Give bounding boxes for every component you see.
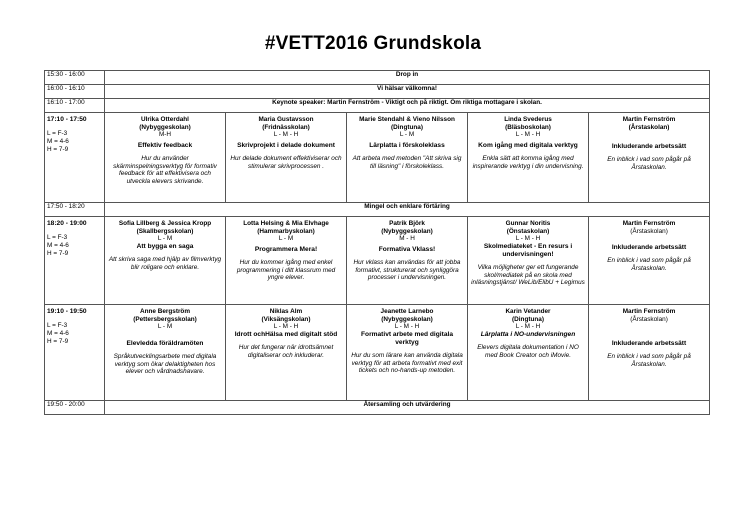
- session-topic: Idrott ochHälsa med digitalt stöd: [234, 331, 338, 339]
- session-slot: [105, 305, 226, 401]
- session-slot: [347, 113, 468, 203]
- level-tag: [592, 323, 706, 337]
- speaker-name: Martin Fernström: [622, 220, 676, 227]
- session-description: Hur vklass kan användas för att jobba formativt, strukturerat och synliggöra processer i undervisningen.: [353, 258, 461, 282]
- event-cell: Drop in: [105, 71, 710, 85]
- level-legend: [47, 322, 102, 346]
- session-description: En inblick i vad som pågår på Årstaskolan.: [607, 156, 691, 171]
- session-row: [45, 113, 710, 203]
- session-topic: Kom igång med digitala verktyg: [478, 142, 578, 150]
- schedule-row: [45, 203, 710, 217]
- school-name: (Årstaskolan): [630, 227, 668, 235]
- page-title: #VETT2016 Grundskola: [264, 33, 482, 54]
- session-description: En inblick i vad som pågår på Årstaskolan.: [607, 257, 691, 272]
- session-topic: Inkluderande arbetssätt: [611, 244, 687, 252]
- session-slot: [468, 305, 589, 401]
- session-time-cell: [45, 217, 105, 305]
- school-name: (Skallbergsskolan): [136, 227, 194, 235]
- session-description: En inblick i vad som pågår på Årstaskolan.: [607, 353, 691, 368]
- session-slot: [105, 217, 226, 305]
- legend-item: L = F-3: [47, 233, 68, 241]
- session-description: Hur du använder skärminspelningsverktyg för formativ feedback för att effektivisera och utveckla elevers skrivande.: [113, 154, 217, 186]
- school-name: (Hammarbyskolan): [257, 227, 315, 235]
- session-topic: Inkluderande arbetssätt: [611, 340, 687, 348]
- session-description: Språkutvecklingsarbete med digitala verktyg som ökar delaktigheten hos elever och vårdnadshavare.: [113, 352, 217, 376]
- legend-item: H = 7-9: [47, 145, 69, 153]
- session-topic: Skrivprojekt i delade dokument: [237, 142, 335, 150]
- speaker-name: Jeanette Larnebo: [380, 308, 434, 315]
- session-topic: Lärplatta i NO-undervisningen: [480, 331, 576, 339]
- speaker-name: Patrik Björk: [389, 220, 425, 227]
- session-topic: Formativt arbete med digitala verktyg: [361, 331, 453, 346]
- time-cell: 19:50 - 20:00: [45, 401, 105, 415]
- school-name: (Årstaskolan): [628, 123, 670, 131]
- event-cell: Återsamling och utvärdering: [105, 401, 710, 415]
- time-cell: 16:00 - 16:10: [45, 85, 105, 99]
- session-description: Att arbeta med metoden "Att skriva sig till läsning" i förskoleklass.: [352, 154, 462, 170]
- schedule-row: [45, 99, 710, 113]
- session-slot: [589, 305, 710, 401]
- session-topic: Att bygga en saga: [136, 243, 194, 251]
- level-tag: [592, 131, 706, 140]
- session-description: Hur du som lärare kan använda digitala verktyg för att arbeta formativt med exit tickets och no-hands-up metoden.: [351, 351, 463, 375]
- session-slot: [468, 113, 589, 203]
- speaker-name: Maria Gustavsson: [258, 116, 314, 123]
- session-slot: [105, 113, 226, 203]
- speaker-name: Lotta Helsing & Mia Elvhage: [243, 220, 329, 227]
- session-topic: Lärplatta i förskoleklass: [369, 142, 445, 150]
- session-description: Vilka möjligheter ger ett fungerande skol/mediatek på en skola med inläsningstjänst/ WeLib/ElibU + Legimus: [471, 263, 585, 287]
- session-slot: [226, 217, 347, 305]
- session-slot: [226, 113, 347, 203]
- legend-item: H = 7-9: [47, 249, 69, 257]
- schedule-row: [45, 71, 710, 85]
- session-slot: [589, 217, 710, 305]
- level-tag: L - M: [157, 323, 173, 331]
- school-name: (Fridnässkolan): [262, 123, 310, 131]
- level-tag: L - M: [278, 235, 294, 243]
- session-description: Att skriva saga med hjälp av filmverktyg blir roligare och enklare.: [108, 255, 222, 271]
- session-description: Enkla sätt att komma igång med inspirerande verktyg i din undervisning.: [472, 154, 584, 170]
- level-tag: M-H: [158, 131, 172, 139]
- level-tag: L - M - H: [273, 323, 299, 331]
- speaker-name: Linda Svederus: [504, 116, 552, 123]
- level-tag: L - M - H: [515, 323, 541, 331]
- speaker-name: Ulrika Otterdahl: [141, 116, 189, 123]
- session-slot: [226, 305, 347, 401]
- speaker-name: Gunnar Noritis: [505, 220, 551, 227]
- level-tag: M - H: [399, 235, 415, 243]
- event-cell: Mingel och enklare förtäring: [105, 203, 710, 217]
- time-cell: 17:50 - 18:20: [45, 203, 105, 217]
- level-tag: L - M: [399, 131, 415, 139]
- session-topic: Programmera Mera!: [254, 246, 318, 254]
- session-description: Hur det fungerar när idrottsämnet digitaliserar och inkluderar.: [238, 343, 334, 359]
- session-row: [45, 305, 710, 401]
- session-time-cell: [45, 113, 105, 203]
- session-slot: [347, 305, 468, 401]
- session-row: [45, 217, 710, 305]
- session-topic: Skolmediateket - En resurs i undervisningen!: [483, 243, 573, 258]
- time-cell: 15:30 - 16:00: [45, 71, 105, 85]
- legend-item: M = 4-6: [47, 241, 69, 249]
- schedule-row: [45, 85, 710, 99]
- session-description: Hur delade dokument effektiviserar och stimulerar skrivprocessen .: [230, 154, 342, 170]
- time-cell: 16:10 - 17:00: [45, 99, 105, 113]
- level-tag: L - M - H: [515, 235, 541, 243]
- session-time: 17:10 - 17:50: [47, 116, 87, 123]
- school-name: (Bläsboskolan): [505, 123, 551, 131]
- speaker-name: Niklas Alm: [269, 308, 303, 315]
- level-legend: [47, 234, 102, 258]
- legend-item: M = 4-6: [47, 137, 69, 145]
- session-slot: [589, 113, 710, 203]
- level-tag: L - M - H: [515, 131, 541, 139]
- school-name: (Önstaskolan): [506, 227, 550, 235]
- school-name: (Årstaskolan): [630, 315, 668, 323]
- legend-item: L = F-3: [47, 129, 68, 137]
- legend-item: M = 4-6: [47, 329, 69, 337]
- legend-item: L = F-3: [47, 321, 68, 329]
- session-topic: Inkluderande arbetssätt: [611, 143, 687, 151]
- level-tag: L - M: [157, 235, 173, 243]
- level-tag: L - M - H: [394, 323, 420, 331]
- session-topic: Elevledda föräldramöten: [126, 340, 204, 348]
- legend-item: H = 7-9: [47, 337, 69, 345]
- session-slot: [468, 217, 589, 305]
- speaker-name: Martin Fernström: [622, 308, 676, 315]
- event-cell: Keynote speaker: Martin Fernström - Viktigt och på riktigt. Om riktiga mottagare i skolan.: [105, 99, 710, 113]
- speaker-name: Karin Vetander: [505, 308, 551, 315]
- school-name: (Nybyggeskolan): [139, 123, 191, 131]
- session-time: 19:10 - 19:50: [47, 308, 87, 315]
- session-topic: Formativa Vklass!: [378, 246, 436, 254]
- school-name: (Nybyggeskolan): [381, 227, 433, 235]
- speaker-name: Martin Fernström: [622, 116, 676, 123]
- school-name: (Pettersbergsskolan): [133, 315, 197, 323]
- session-description: Hur du kommer igång med enkel programmering i ditt klassrum med yngre elever.: [236, 258, 336, 282]
- school-name: (Viksängskolan): [261, 315, 311, 323]
- session-description: Elevers digitala dokumentation i NO med Book Creator och iMovie.: [477, 343, 579, 359]
- level-tag: [592, 235, 706, 241]
- speaker-name: Marie Stendahl & Vieno Nilsson: [359, 116, 455, 123]
- session-topic: Effektiv feedback: [137, 142, 193, 150]
- session-time: 18:20 - 19:00: [47, 220, 87, 227]
- schedule-table: [44, 70, 710, 415]
- session-slot: [347, 217, 468, 305]
- level-legend: [47, 130, 102, 154]
- speaker-name: Sofia Lillberg & Jessica Kropp: [118, 220, 212, 227]
- speaker-name: Anne Bergström: [139, 308, 191, 315]
- level-tag: L - M - H: [273, 131, 299, 139]
- session-time-cell: [45, 305, 105, 401]
- school-name: (Dingtuna): [391, 123, 423, 131]
- school-name: (Nybyggeskolan): [381, 315, 433, 323]
- event-cell: Vi hälsar välkomna!: [105, 85, 710, 99]
- schedule-row: [45, 401, 710, 415]
- school-name: (Dingtuna): [512, 315, 544, 323]
